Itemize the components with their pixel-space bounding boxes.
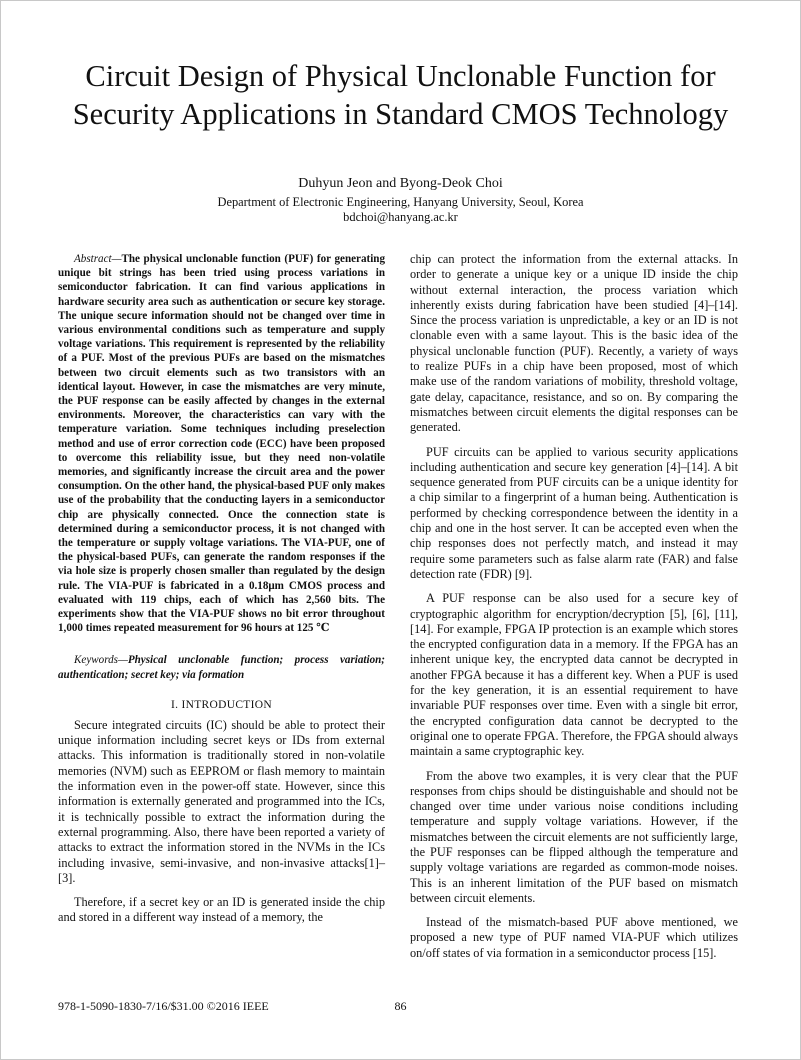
paper-title: Circuit Design of Physical Unclonable Function for Security Applications in Standard CMOS Technology (72, 59, 729, 131)
page-number: 86 (394, 999, 407, 1013)
section-heading-introduction: I. INTRODUCTION (171, 698, 272, 711)
abstract-lead: Abstract— (74, 253, 122, 265)
keywords-text: Physical unclonable function; process variation; authentication; secret key; via formation (58, 654, 385, 681)
keywords-lead: Keywords— (74, 654, 128, 667)
author-affiliation: Department of Electronic Engineering, Hanyang University, Seoul, Korea (217, 195, 584, 209)
right-column (410, 252, 738, 961)
intro-paragraph-4: A PUF response can be also used for a secure key of cryptographic algorithm for encryption/decryption [5], [6], [11], [14]. For example, FPGA IP protection is an example which stores the encrypted configuration data in a memory. If the FPGA has an inherent unique key, the encrypted data cannot be decrypted in another FPGA because it has a different key. When a PUF is used for the key generation, it is an essential requirement to have invariable PUF responses over time. Even with a single bit error, the encrypted configuration data cannot be decrypted to the original one to operate FPGA. Therefore, the FPGA should always maintain a same cryptographic key. (410, 591, 738, 759)
intro-paragraph-3: PUF circuits can be applied to various security applications including authentication and secure key generation [4]–[14]. A bit sequence generated from PUF circuits can be a unique identity for a chip similar to a fingerprint of a human being. Authentication is performed by checking correspondence between the identity in a chip and one in the host server. It can be accepted even when the chip responses does not perfectly match, and instead it may require some parameters such as false alarm rate (FAR) and false detection rate (FDR) [9]. (410, 444, 738, 581)
copyright-footer: 978-1-5090-1830-7/16/$31.00 ©2016 IEEE (58, 999, 269, 1013)
intro-paragraph-2-continued: chip can protect the information from the external attacks. In order to generate a unique key or a unique ID inside the chip without external interaction, the process variation which inherently exists during fabrication have been studied [4]–[14]. Since the process variation is unpredictable, a key or an ID is not clonable even with a same layout. This is the basic idea of the physical unclonable function (PUF). Recently, a variety of ways to realize PUFs in a chip have been proposed, most of which make use of the random variations of mobility, threshold voltage, gate delay, capacitance, resistance, and so on. By comparing the mismatches between circuit elements the digital responses can be generated. (410, 252, 738, 435)
intro-paragraph-1: Secure integrated circuits (IC) should be able to protect their unique information including secret keys or IDs from external attacks. This information is traditionally stored in non-volatile memories (NVM) such as EEPROM or flash memory to maintain the information even in the power-off state. However, since this information is externally generated and programmed into the ICs, it is technically possible to extract the information during the external programming. Also, there have been reported a variety of attacks to extract the information stored in the NVMs in the ICs including invasive, semi-invasive, and non-invasive attacks[1]–[3]. (58, 717, 385, 885)
abstract (58, 252, 385, 635)
intro-paragraph-2: Therefore, if a secret key or an ID is generated inside the chip and stored in a different way instead of a memory, the (58, 895, 385, 925)
intro-paragraph-6: Instead of the mismatch-based PUF above mentioned, we proposed a new type of PUF named VIA-PUF which utilizes on/off states of via formation in a semiconductor process [15]. (410, 915, 738, 960)
author-names: Duhyun Jeon and Byong-Deok Choi (298, 176, 503, 191)
left-column (58, 252, 385, 926)
abstract-text: The physical unclonable function (PUF) for generating unique bit strings has been tried using process variations in semiconductor fabrication. It can find various applications in hardware security area such as authentication or secure key storage. The unique secure information should not be changed over time in various environmental conditions such as temperature and supply voltage variations. This requirement is represented by the reliability of a PUF. Most of the previous PUFs are based on the mismatches between two circuit elements such as two transistors with an identical layout. However, in case the mismatches are very minute, the PUF response can be easily affected by changes in the external environments. Moreover, the characteristics can vary with the temperature variation. Some techniques including preselection method and use of error correction code (ECC) have been proposed to overcome this reliability issue, but they need non-volatile memories, and significantly increase the circuit area and the power consumption. On the other hand, the physical-based PUF only makes use of the probability that the conducting layers in a semiconductor chip are physically connected. Once the connection state is determined during a semiconductor process, it is not changed with the temperature or supply voltage variations. The VIA-PUF, one of the physical-based PUFs, can generate the random responses if the via hole size is properly chosen smaller than regulated by the design rule. The VIA-PUF is fabricated in a 0.18μm CMOS process and evaluated with 119 chips, each of which has 2,560 bits. The experiments show that the VIA-PUF shows no bit error throughout 1,000 times repeated measurement for 96 hours at 125 ℃ (58, 253, 385, 635)
keywords (58, 653, 385, 681)
author-email: bdchoi@hanyang.ac.kr (343, 210, 458, 224)
intro-paragraph-5: From the above two examples, it is very clear that the PUF responses from chips should be distinguishable and should not be changed over time under various noise conditions including temperature and supply voltage variations. However, if the mismatches between the circuit elements are not sufficiently large, the PUF responses can be flipped although the temperature and supply voltage variations are regarded as common-mode noises. This is an inherent limitation of the PUF based on mismatch between circuit elements. (410, 768, 738, 905)
